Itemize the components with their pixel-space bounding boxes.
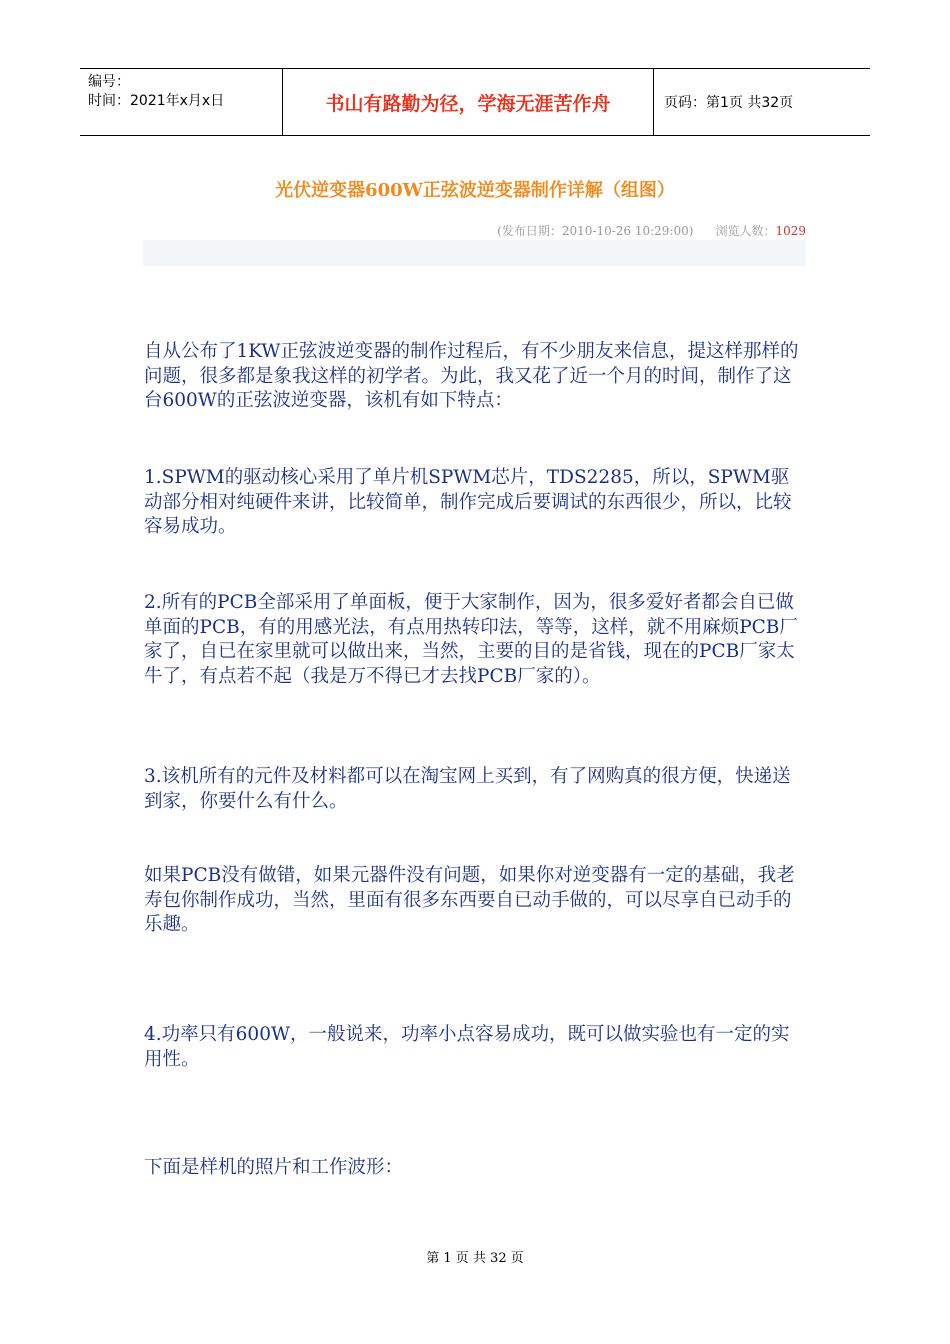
views-count: 1029 xyxy=(775,224,806,238)
header-table xyxy=(80,68,870,136)
paragraph-point-4: 4.功率只有600W，一般说来，功率小点容易成功，既可以做实验也有一定的实用性。 xyxy=(144,1024,790,1070)
header-motto: 书山有路勤为径，学海无涯苦作舟 xyxy=(282,69,654,135)
views-label: 浏览人数： xyxy=(715,224,776,238)
paragraph-point-2: 2.所有的PCB全部采用了单面板，便于大家制作，因为，很多爱好者都会自已做单面的PCB，有的用感光法，有点用热转印法，等等，这样，就不用麻烦PCB厂家了，自已在家里就可以做出来，当然，主要的目的是省钱，现在的PCB厂家太牛了，有点若不起（我是万不得已才去找PCB厂家的）。 xyxy=(144,592,798,687)
paragraph-photos-intro: 下面是样机的照片和工作波形： xyxy=(144,1157,404,1178)
publish-date: (发布日期：2010-10-26 10:29:00) xyxy=(497,224,694,238)
header-page-info: 页码：第1页 共32页 xyxy=(664,95,794,111)
header-info-cell xyxy=(80,69,282,135)
page-footer: 第 1 页 共 32 页 xyxy=(426,1251,524,1266)
paragraph-intro: 自从公布了1KW正弦波逆变器的制作过程后，有不少朋友来信息，提这样那样的问题，很多都是象我这样的初学者。为此，我又花了近一个月的时间，制作了这台600W的正弦波逆变器，该机有如下特点： xyxy=(144,341,799,411)
paragraph-guarantee: 如果PCB没有做错，如果元器件没有问题，如果你对逆变器有一定的基础，我老寿包你制作成功，当然，里面有很多东西要自已动手做的，可以尽享自已动手的乐趣。 xyxy=(144,865,795,935)
article-meta xyxy=(497,222,806,239)
article-title: 光伏逆变器600W正弦波逆变器制作详解（组图） xyxy=(275,180,675,201)
meta-divider-band xyxy=(143,240,806,266)
number-label: 编号： xyxy=(88,74,130,90)
time-label: 时间：2021年x月x日 xyxy=(88,93,225,109)
paragraph-point-3: 3.该机所有的元件及材料都可以在淘宝网上买到，有了网购真的很方便，快递送到家，你要什么有什么。 xyxy=(144,766,791,812)
paragraph-point-1: 1.SPWM的驱动核心采用了单片机SPWM芯片，TDS2285，所以，SPWM驱动部分相对纯硬件来讲，比较简单，制作完成后要调试的东西很少，所以，比较容易成功。 xyxy=(144,467,792,537)
